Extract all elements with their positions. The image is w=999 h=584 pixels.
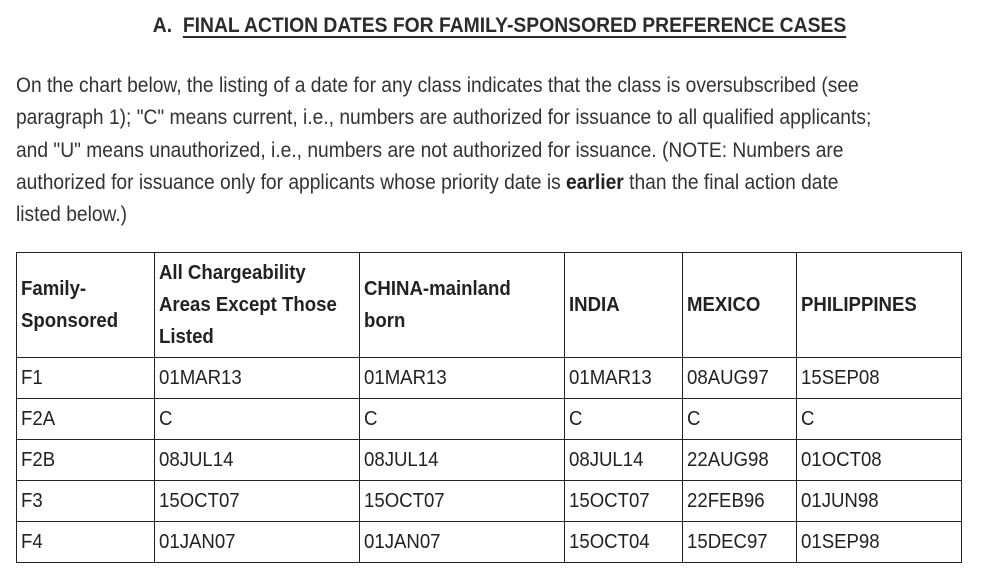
- table-header-row: [17, 253, 962, 358]
- header-india: INDIA: [565, 253, 683, 358]
- row-category: F4: [17, 522, 155, 563]
- cell-date: 08JUL14: [155, 440, 360, 481]
- cell-date: 01JAN07: [360, 522, 565, 563]
- row-category: F1: [17, 358, 155, 399]
- cell-date: C: [797, 399, 962, 440]
- intro-text: than the final action date: [629, 170, 839, 194]
- intro-line: paragraph 1); "C" means current, i.e., numbers are authorized for issuance to all qualified applicants;: [16, 106, 872, 130]
- table-row: [17, 399, 962, 440]
- row-category: F3: [17, 481, 155, 522]
- cell-date: 15DEC97: [683, 522, 797, 563]
- cell-date: C: [155, 399, 360, 440]
- cell-date: 22FEB96: [683, 481, 797, 522]
- final-action-dates-table: [16, 252, 962, 563]
- section-title: FINAL ACTION DATES FOR FAMILY-SPONSORED PREFERENCE CASES: [182, 14, 847, 37]
- row-category: F2A: [17, 399, 155, 440]
- header-all-chargeability: All Chargeability Areas Except Those Listed: [155, 253, 360, 358]
- cell-date: 01MAR13: [565, 358, 683, 399]
- cell-date: 01MAR13: [360, 358, 565, 399]
- cell-date: 15OCT07: [565, 481, 683, 522]
- intro-line: and "U" means unauthorized, i.e., numbers are not authorized for issuance. (NOTE: Numbers are: [16, 138, 844, 162]
- cell-date: 01MAR13: [155, 358, 360, 399]
- cell-date: 01SEP98: [797, 522, 962, 563]
- cell-date: 08JUL14: [360, 440, 565, 481]
- intro-text: authorized for issuance only for applicants whose priority date is: [16, 170, 561, 194]
- cell-date: 15OCT04: [565, 522, 683, 563]
- cell-date: 15SEP08: [797, 358, 962, 399]
- header-mexico: MEXICO: [683, 253, 797, 358]
- cell-date: 08AUG97: [683, 358, 797, 399]
- cell-date: 01JUN98: [797, 481, 962, 522]
- section-heading: [40, 14, 959, 38]
- cell-date: 01OCT08: [797, 440, 962, 481]
- emphasis-earlier: earlier: [566, 170, 624, 194]
- cell-date: 22AUG98: [683, 440, 797, 481]
- intro-paragraph: [16, 70, 958, 231]
- cell-date: 15OCT07: [155, 481, 360, 522]
- header-family-sponsored: Family-Sponsored: [17, 253, 155, 358]
- row-category: F2B: [17, 440, 155, 481]
- intro-line: [16, 167, 958, 199]
- section-prefix: A.: [152, 14, 173, 37]
- cell-date: C: [360, 399, 565, 440]
- header-china: CHINA-mainland born: [360, 253, 565, 358]
- cell-date: C: [683, 399, 797, 440]
- table-row: [17, 522, 962, 563]
- intro-line: On the chart below, the listing of a date for any class indicates that the class is oversubscribed (see: [16, 74, 859, 97]
- cell-date: C: [565, 399, 683, 440]
- table-row: [17, 481, 962, 522]
- intro-line: listed below.): [16, 203, 128, 227]
- cell-date: 01JAN07: [155, 522, 360, 563]
- cell-date: 08JUL14: [565, 440, 683, 481]
- table-row: [17, 440, 962, 481]
- header-philippines: PHILIPPINES: [797, 253, 962, 358]
- cell-date: 15OCT07: [360, 481, 565, 522]
- table-row: [17, 358, 962, 399]
